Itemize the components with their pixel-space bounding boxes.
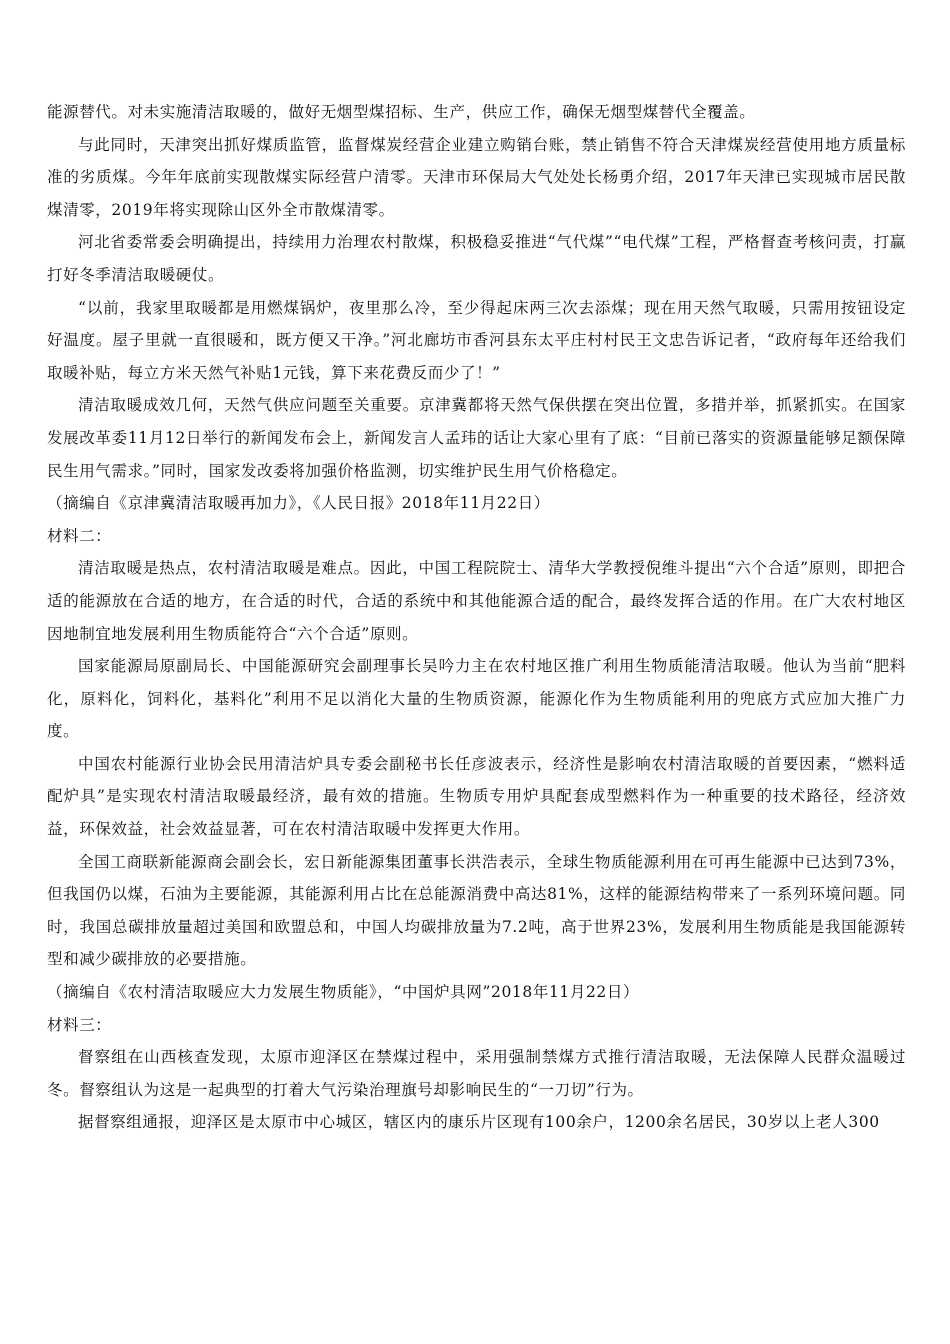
paragraph-six-appropriate: 清洁取暖是热点，农村清洁取暖是难点。因此，中国工程院院士、清华大学教授倪维斗提出“六个合适”原则，即把合适的能源放在合适的地方，在合适的时代，合适的系统中和其他能源合适的配合，最终发挥合适的作用。在广大农村地区因地制宜地发展利用生物质能符合“六个合适”原则。 xyxy=(47,559,906,643)
paragraph-stove-fuel: 中国农村能源行业协会民用清洁炉具专委会副秘书长任彦波表示，经济性是影响农村清洁取暖的首要因素，“燃料适配炉具”是实现农村清洁取暖最经济，最有效的措施。生物质专用炉具配套成型燃料作为一种重要的技术路径，经济效益，环保效益，社会效益显著，可在农村清洁取暖中发挥更大作用。 xyxy=(47,754,906,839)
paragraph-inspection-taiyuan: 督察组在山西核查发现，太原市迎泽区在禁煤过程中，采用强制禁煤方式推行清洁取暖，无法保障人民群众温暖过冬。督察组认为这是一起典型的打着大气污染治理旗号却影响民生的“一刀切”行为。 xyxy=(47,1048,906,1099)
paragraph-biomass-promotion: 国家能源局原副局长、中国能源研究会副理事长吴吟力主在农村地区推广利用生物质能清洁取暖。他认为当前“肥料化，原料化，饲料化，基料化”利用不足以消化大量的生物质资源，能源化作为生物质能利用的兜底方式应加大推广力度。 xyxy=(47,657,906,741)
paragraph-energy-structure: 全国工商联新能源商会副会长，宏日新能源集团董事长洪浩表示，全球生物质能源利用在可再生能源中已达到73%，但我国仍以煤，石油为主要能源，其能源利用占比在总能源消费中高达81%，这样的能源结构带来了一系列环境问题。同时，我国总碳排放量超过美国和欧盟总和，中国人均碳排放量为7.2吨，高于世界23%，发展利用生物质能是我国能源转型和减少碳排放的必要措施。 xyxy=(47,852,906,969)
paragraph-tianjin-coal-quality: 与此同时，天津突出抓好煤质监管，监督煤炭经营企业建立购销台账，禁止销售不符合天津煤炭经营使用地方质量标准的劣质煤。今年年底前实现散煤实际经营户清零。天津市环保局大气处处长杨勇介绍，2017年天津已实现城市居民散煤清零，2019年将实现除山区外全市散煤清零。 xyxy=(47,135,906,219)
source-caption-2: （摘编自《农村清洁取暖应大力发展生物质能》，“中国炉具网”2018年11月22日） xyxy=(47,983,640,1002)
paragraph-villager-quote: “以前，我家里取暖都是用燃煤锅炉，夜里那么冷，至少得起床两三次去添煤；现在用天然气取暖，只需用按钮设定好温度。屋子里就一直很暖和，既方便又干净。”河北廊坊市香河县东太平庄村村民王文忠告诉记者，“政府每年还给我们取暖补贴，每立方米天然气补贴1元钱，算下来花费反而少了！” xyxy=(47,298,906,382)
paragraph-gas-supply: 清洁取暖成效几何，天然气供应问题至关重要。京津冀都将天然气保供摆在突出位置，多措并举，抓紧抓实。在国家发展改革委11月12日举行的新闻发布会上，新闻发言人孟玮的话让大家心里有了底：“目前已落实的资源量能够足额保障民生用气需求。”同时，国家发改委将加强价格监测，切实维护民生用气价格稳定。 xyxy=(47,396,906,480)
section-heading-material-2: 材料二： xyxy=(47,526,112,545)
source-caption-1: （摘编自《京津冀清洁取暖再加力》，《人民日报》2018年11月22日） xyxy=(47,494,550,513)
paragraph-yingze-district: 据督察组通报，迎泽区是太原市中心城区，辖区内的康乐片区现有100余户，1200余名居民，30岁以上老人300 xyxy=(78,1113,880,1132)
paragraph-tianjin-coal-replacement: 能源替代。对未实施清洁取暖的，做好无烟型煤招标、生产，供应工作，确保无烟型煤替代全覆盖。 xyxy=(47,103,756,121)
section-heading-material-3: 材料三： xyxy=(47,1015,112,1034)
paragraph-hebei-rural-coal: 河北省委常委会明确提出，持续用力治理农村散煤，积极稳妥推进“气代煤”“电代煤”工程，严格督查考核问责，打赢打好冬季清洁取暖硬仗。 xyxy=(47,233,906,284)
